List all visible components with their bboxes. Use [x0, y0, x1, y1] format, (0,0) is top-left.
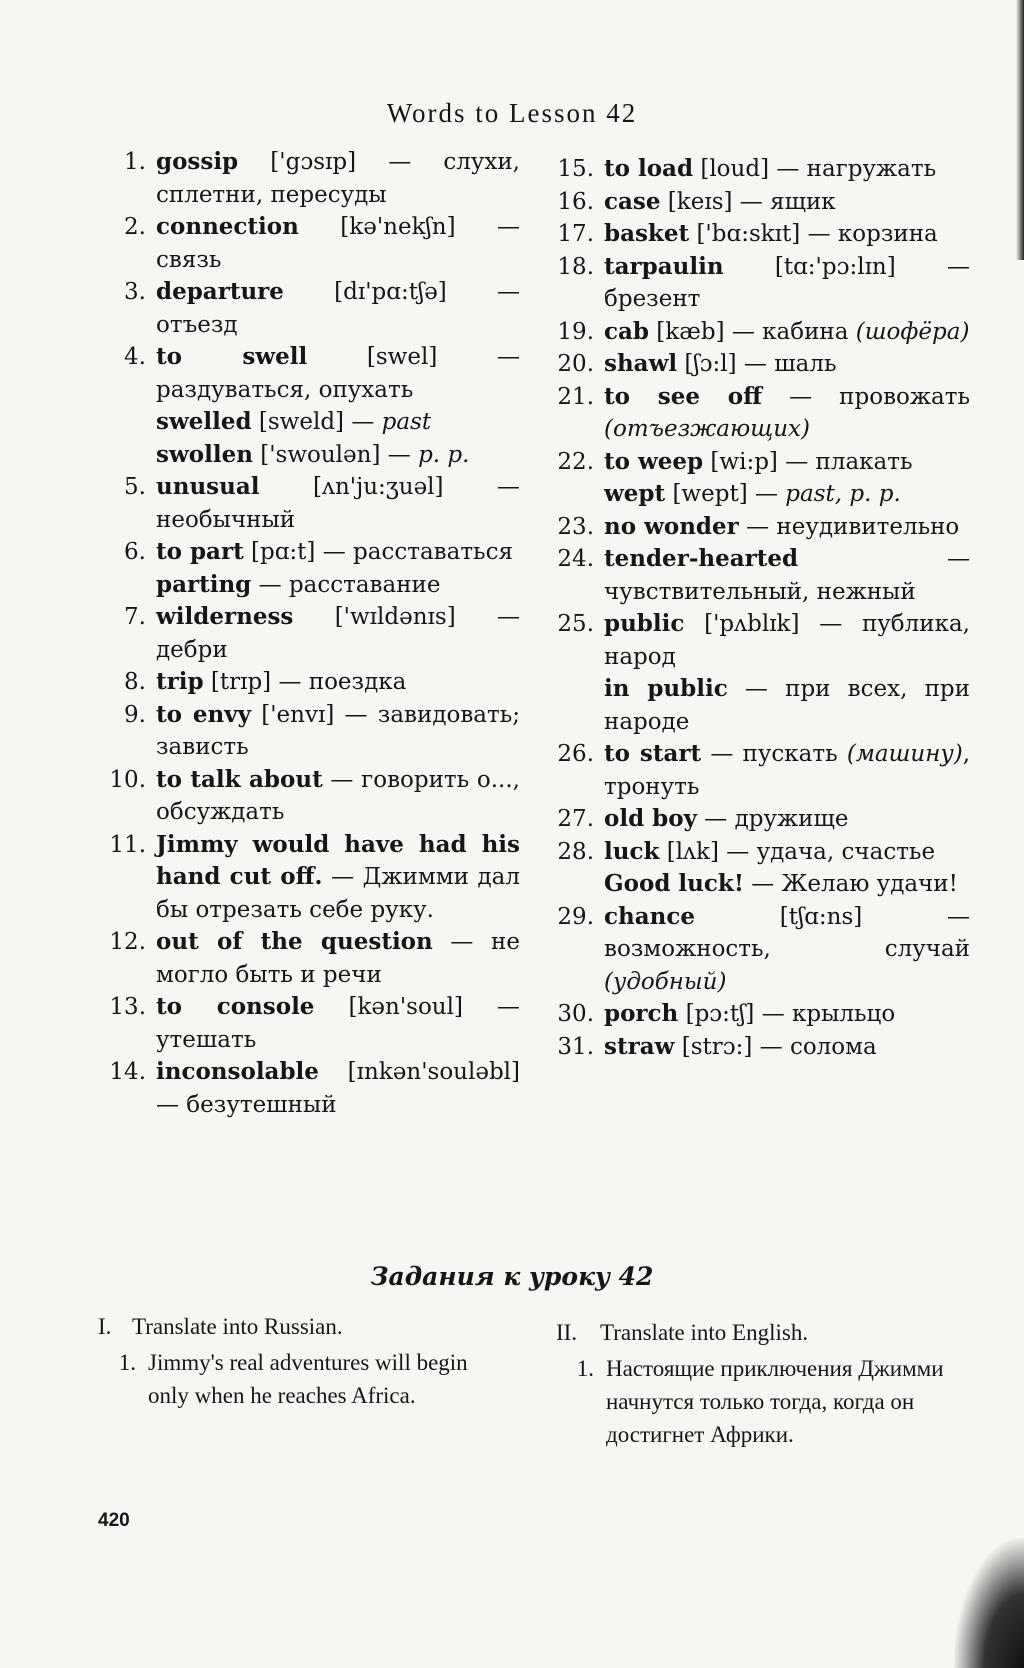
- vocab-entry: [550, 218, 970, 251]
- translation: [ɪnkən'souləbl] — безутешный: [156, 1059, 520, 1118]
- translation: [pɔ:tʃ] — крыльцо: [678, 1001, 896, 1027]
- translation: [sweld] —: [251, 409, 382, 435]
- entry-body: [604, 348, 970, 381]
- entry-body: [604, 218, 970, 251]
- headword: departure: [156, 278, 284, 305]
- entry-number: 12.: [109, 929, 146, 955]
- entry-number: 16.: [557, 188, 594, 215]
- vocab-entry: [550, 186, 970, 219]
- headword: wept: [604, 480, 666, 507]
- entry-body: [604, 381, 970, 446]
- vocab-entry: [550, 608, 970, 673]
- headword: trip: [156, 668, 204, 695]
- entry-number: 19.: [557, 318, 594, 345]
- translation: [ʃɔ:l] — шаль: [677, 351, 837, 377]
- entry-number: 26.: [557, 741, 594, 767]
- translation: — провожать: [761, 383, 970, 410]
- headword: old boy: [604, 805, 697, 832]
- page-number: 420: [98, 1510, 130, 1531]
- section-title: Задания к уроку 42: [370, 1262, 654, 1291]
- task-instruction: Translate into English.: [600, 1320, 809, 1345]
- entry-number: 13.: [109, 994, 146, 1020]
- grammar-note: past: [381, 409, 432, 435]
- entry-number: 27.: [557, 806, 594, 832]
- entry-number: 25.: [557, 611, 594, 637]
- entry-body: [604, 316, 970, 349]
- vocab-entry: [102, 829, 520, 927]
- vocab-entry: [102, 666, 520, 699]
- entry-body: [604, 186, 970, 219]
- headword: Jimmy would have had his hand cut off.: [156, 830, 520, 890]
- entry-number: 18.: [557, 253, 594, 280]
- entry-number: 20.: [557, 351, 594, 377]
- vocab-entry: [102, 146, 520, 211]
- translation: [tʃɑ:ns] — возможность, случай: [604, 903, 970, 962]
- headword: wilderness: [156, 603, 294, 630]
- entry-number: 3.: [124, 279, 146, 305]
- headword: swollen: [156, 440, 253, 468]
- translation: — Джимми дал бы отрезать себе руку.: [156, 864, 520, 923]
- task-item-text: Jimmy's real adventures will begin only when he reaches Africa.: [148, 1350, 468, 1408]
- vocab-entry: [550, 1031, 970, 1064]
- translation: — дружище: [696, 806, 849, 832]
- headword: to start: [604, 740, 702, 767]
- headword: to load: [604, 155, 694, 182]
- vocab-subentry: [550, 868, 970, 901]
- entry-body: [156, 276, 520, 341]
- headword: in public: [604, 675, 728, 702]
- entry-body: [604, 543, 970, 608]
- vocab-entry: [102, 991, 520, 1056]
- headword: tarpaulin: [604, 252, 724, 280]
- grammar-note: p. p.: [418, 441, 470, 468]
- headword: inconsolable: [156, 1058, 319, 1085]
- entry-number: 7.: [124, 604, 146, 630]
- headword: to talk about: [156, 765, 323, 793]
- headword: swelled: [156, 408, 252, 435]
- entry-number: 24.: [557, 546, 594, 572]
- task-heading: [98, 1310, 508, 1343]
- headword: case: [604, 187, 661, 215]
- vocab-entry: [550, 316, 970, 349]
- entry-number: 5.: [124, 474, 146, 500]
- entry-body: [156, 341, 520, 406]
- entry-body: [156, 666, 520, 699]
- entry-body: [604, 153, 970, 186]
- headword: to see off: [604, 382, 762, 410]
- entry-number: 22.: [557, 448, 594, 475]
- entry-number: 9.: [124, 701, 146, 728]
- entry-body: [156, 601, 520, 666]
- headword: gossip: [156, 148, 239, 175]
- headword: out of the question: [156, 928, 433, 955]
- entry-body: [156, 699, 520, 764]
- translation: [kə'nekʃn] — связь: [156, 214, 520, 273]
- translation: ['wɪldənɪs] — дебри: [156, 604, 520, 663]
- task-block-right: [556, 1316, 956, 1451]
- entry-number: 21.: [557, 383, 594, 410]
- headword: shawl: [604, 350, 678, 377]
- translation: — не могло быть и речи: [156, 929, 520, 988]
- scan-edge-shadow: [1016, 0, 1024, 260]
- vocab-entry: [550, 543, 970, 608]
- grammar-note: (отъезжающих): [604, 416, 811, 442]
- translation: — неудивительно: [738, 513, 960, 540]
- headword: straw: [604, 1032, 675, 1060]
- translation: [dɪ'pɑ:tʃə] — отъезд: [156, 279, 520, 338]
- entry-body: [156, 536, 520, 569]
- entry-number: 31.: [557, 1033, 594, 1060]
- entry-body: [604, 738, 970, 803]
- entry-body: [156, 764, 520, 829]
- translation: [wept] —: [665, 481, 786, 507]
- entry-body: [604, 1031, 970, 1064]
- scan-corner-blot: [954, 1538, 1024, 1668]
- task-roman-number: I.: [98, 1314, 112, 1339]
- headword: to part: [156, 538, 244, 565]
- vocab-entry: [550, 153, 970, 186]
- vocab-subentry: [102, 406, 520, 439]
- translation: — чувствительный, нежный: [604, 546, 970, 605]
- translation: [strɔ:] — солома: [674, 1033, 877, 1060]
- task-item-text: Настоящие приключения Джимми начнутся только тогда, когда он достигнет Африки.: [606, 1356, 944, 1447]
- entry-number: 17.: [557, 221, 594, 247]
- entry-number: 8.: [124, 669, 146, 695]
- entry-body: [156, 1056, 520, 1121]
- headword: no wonder: [604, 512, 739, 540]
- translation: ['gɔsɪp] — слухи, сплетни, пересуды: [156, 149, 520, 208]
- entry-number: 1.: [124, 149, 146, 175]
- vocab-entry: [102, 764, 520, 829]
- vocab-entry: [102, 926, 520, 991]
- translation: ['envɪ] — завидовать; зависть: [156, 701, 520, 760]
- translation: ['swoulən] —: [252, 441, 419, 468]
- headword: public: [604, 610, 685, 637]
- vocab-entry: [102, 276, 520, 341]
- entry-number: 29.: [557, 903, 594, 930]
- entry-number: 28.: [557, 838, 594, 865]
- vocab-subentry: [550, 478, 970, 511]
- translation: [tɑ:'pɔ:lɪn] — брезент: [604, 253, 970, 312]
- translation: [kən'soul] — утешать: [156, 994, 521, 1053]
- headword: to weep: [604, 447, 704, 475]
- entry-body: [156, 829, 520, 927]
- headword: tender-hearted: [604, 545, 799, 572]
- translation: [kæb] — кабина: [649, 318, 856, 345]
- vocab-entry: [550, 511, 970, 544]
- translation: [pɑ:t] — расставаться: [243, 539, 513, 565]
- headword: chance: [604, 902, 695, 930]
- vocab-entry: [550, 998, 970, 1031]
- task-item: [556, 1352, 956, 1451]
- task-roman-number: II.: [556, 1320, 578, 1345]
- translation: [ʌn'ju:ʒuəl] — необычный: [156, 474, 520, 533]
- headword: to envy: [156, 700, 251, 728]
- translation: — Желаю удачи!: [743, 871, 958, 897]
- headword: connection: [156, 213, 299, 240]
- headword: cab: [604, 317, 649, 345]
- vocab-subentry: [102, 439, 520, 472]
- vocab-entry: [550, 901, 970, 999]
- entry-body: [604, 446, 970, 479]
- vocab-entry: [102, 699, 520, 764]
- headword: parting: [156, 570, 252, 598]
- vocab-entry: [550, 803, 970, 836]
- vocab-subentry: [550, 673, 970, 738]
- vocab-entry: [550, 381, 970, 446]
- headword: porch: [604, 1000, 679, 1027]
- vocab-entry: [550, 836, 970, 869]
- entry-body: [604, 608, 970, 673]
- grammar-note: (шофёра): [855, 318, 970, 345]
- vocab-list-right: [550, 153, 970, 1063]
- task-instruction: Translate into Russian.: [132, 1314, 343, 1339]
- entry-number: 10.: [109, 766, 146, 793]
- vocab-entry: [102, 536, 520, 569]
- entry-body: [156, 471, 520, 536]
- entry-body: [156, 211, 520, 276]
- vocab-entry: [102, 601, 520, 666]
- entry-body: [604, 836, 970, 869]
- entry-body: [156, 926, 520, 991]
- entry-number: 30.: [557, 1001, 594, 1027]
- task-item-number: 1.: [576, 1356, 594, 1381]
- translation: [swel] — раздуваться, опухать: [156, 344, 521, 403]
- vocab-entry: [102, 211, 520, 276]
- vocab-entry: [102, 1056, 520, 1121]
- vocab-entry: [550, 251, 970, 316]
- translation: [wi:p] — плакать: [703, 448, 913, 475]
- headword: to swell: [156, 343, 308, 370]
- vocab-list-left: [102, 146, 520, 1121]
- vocab-entry: [550, 738, 970, 803]
- translation: [trɪp] — поездка: [203, 669, 407, 695]
- vocab-entry: [550, 348, 970, 381]
- entry-number: 14.: [109, 1059, 146, 1085]
- translation: — расставание: [251, 571, 441, 598]
- entry-body: [604, 803, 970, 836]
- vocab-entry: [102, 471, 520, 536]
- headword: luck: [604, 837, 660, 865]
- entry-number: 11.: [109, 831, 146, 858]
- entry-body: [604, 511, 970, 544]
- translation: ['pʌblɪk] — публика, народ: [604, 611, 970, 670]
- entry-body: [604, 901, 970, 999]
- translation: [lʌk] — удача, счастье: [659, 838, 936, 865]
- entry-number: 15.: [557, 156, 594, 182]
- task-block-left: [98, 1310, 508, 1412]
- translation: — говорить о..., обсуждать: [156, 766, 520, 825]
- grammar-note: past, p. p.: [785, 481, 901, 507]
- entry-body: [156, 146, 520, 211]
- page-title: Words to Lesson 42: [386, 98, 638, 128]
- entry-body: [604, 998, 970, 1031]
- vocab-entry: [550, 446, 970, 479]
- translation: — при всех, при народе: [604, 676, 970, 735]
- headword: to console: [156, 993, 315, 1020]
- entry-number: 6.: [124, 539, 146, 565]
- task-heading: [556, 1316, 956, 1349]
- headword: basket: [604, 220, 690, 247]
- translation: [keɪs] — ящик: [660, 188, 836, 215]
- grammar-note: (машину): [846, 741, 963, 767]
- task-item-number: 1.: [118, 1350, 136, 1375]
- translation: [loud] — нагружать: [693, 156, 937, 182]
- entry-body: [604, 251, 970, 316]
- translation-tail: , тронуть: [604, 741, 970, 800]
- translation: — пускать: [701, 741, 847, 767]
- task-item: [98, 1346, 508, 1412]
- grammar-note: (удобный): [604, 968, 727, 995]
- vocab-subentry: [102, 569, 520, 602]
- entry-number: 4.: [124, 344, 146, 370]
- vocab-entry: [102, 341, 520, 406]
- entry-body: [156, 991, 520, 1056]
- entry-number: 23.: [557, 513, 594, 540]
- headword: unusual: [156, 473, 260, 500]
- headword: Good luck!: [604, 870, 744, 897]
- translation: ['bɑ:skɪt] — корзина: [689, 221, 938, 247]
- entry-number: 2.: [124, 214, 146, 240]
